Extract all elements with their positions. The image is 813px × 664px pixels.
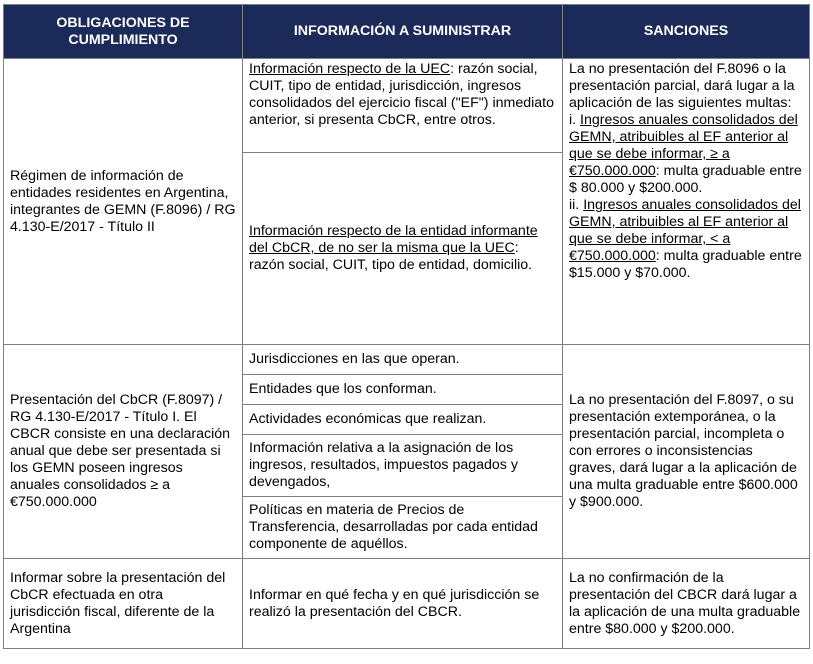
info-cell: Información relativa a la asignación de los ingresos, resultados, impuestos pagados y devengados, bbox=[243, 435, 563, 497]
info-cell: Jurisdicciones en las que operan. bbox=[243, 345, 563, 375]
info-cell: Entidades que los conforman. bbox=[243, 375, 563, 405]
info-cell bbox=[243, 153, 563, 345]
sanction-i-prefix: i. bbox=[569, 112, 581, 128]
obligation-cell: Régimen de información de entidades residentes en Argentina, integrantes de GEMN (F.8096) / RG 4.130-E/2017 - Título II bbox=[4, 59, 243, 345]
sanction-cell: La no presentación del F.8097, o su presentación extemporánea, o la presentación parcial, incompleta o con errores o inconsistencias graves, dará lugar a la aplicación de una multa graduable entre $600.000 y $900.000. bbox=[563, 345, 810, 559]
sanction-i-text: : multa graduable entre $ 80.000 y $200.000. bbox=[569, 163, 802, 196]
info-cell: Políticas en materia de Precios de Transferencia, desarrolladas por cada entidad componente de aquéllos. bbox=[243, 497, 563, 559]
table-row bbox=[4, 59, 810, 153]
header-obligations: OBLIGACIONES DE CUMPLIMIENTO bbox=[4, 5, 243, 59]
sanction-ii-underlined: Ingresos anuales consolidados del GEMN, atribuibles al EF anterior al que se debe informar, < a €750.000.000 bbox=[569, 197, 801, 264]
header-information: INFORMACIÓN A SUMINISTRAR bbox=[243, 5, 563, 59]
sanction-cell: La no confirmación de la presentación del CBCR dará lugar a la aplicación de una multa graduable entre $80.000 y $200.000. bbox=[563, 559, 810, 649]
sanction-ii-text: : multa graduable entre $15.000 y $70.000. bbox=[569, 248, 802, 281]
table-row bbox=[4, 559, 810, 649]
info-text: : razón social, CUIT, tipo de entidad, domicilio. bbox=[249, 240, 533, 273]
sanction-i-underlined: Ingresos anuales consolidados del GEMN, atribuibles al EF anterior al que se debe informar, ≥ a €750.000.000 bbox=[569, 112, 798, 179]
header-sanctions: SANCIONES bbox=[563, 5, 810, 59]
info-cell: Informar en qué fecha y en qué jurisdicción se realizó la presentación del CBCR. bbox=[243, 559, 563, 649]
obligations-table bbox=[3, 4, 810, 649]
sanction-ii-prefix: ii. bbox=[569, 197, 584, 213]
info-text: : razón social, CUIT, tipo de entidad, jurisdicción, ingresos consolidados del ejercicio fiscal ("EF") inmediato anterior, si presenta CbCR, entre otros. bbox=[249, 61, 554, 128]
obligation-cell: Informar sobre la presentación del CbCR efectuada en otra jurisdicción fiscal, diferente de la Argentina bbox=[4, 559, 243, 649]
sanction-intro: La no presentación del F.8096 o la presentación parcial, dará lugar a la aplicación de las siguientes multas: bbox=[569, 61, 795, 111]
header-row bbox=[4, 5, 810, 59]
table-row bbox=[4, 345, 810, 375]
sanction-cell bbox=[563, 59, 810, 345]
info-cell: Actividades económicas que realizan. bbox=[243, 405, 563, 435]
info-cell bbox=[243, 59, 563, 153]
obligation-cell: Presentación del CbCR (F.8097) / RG 4.130-E/2017 - Título I. El CBCR consiste en una declaración anual que debe ser presentada si los GEMN poseen ingresos anuales consolidados ≥ a €750.000.000 bbox=[4, 345, 243, 559]
info-underlined: Información respecto de la entidad informante del CbCR, de no ser la misma que la UEC bbox=[249, 223, 538, 256]
info-underlined: Información respecto de la UEC bbox=[249, 61, 451, 77]
